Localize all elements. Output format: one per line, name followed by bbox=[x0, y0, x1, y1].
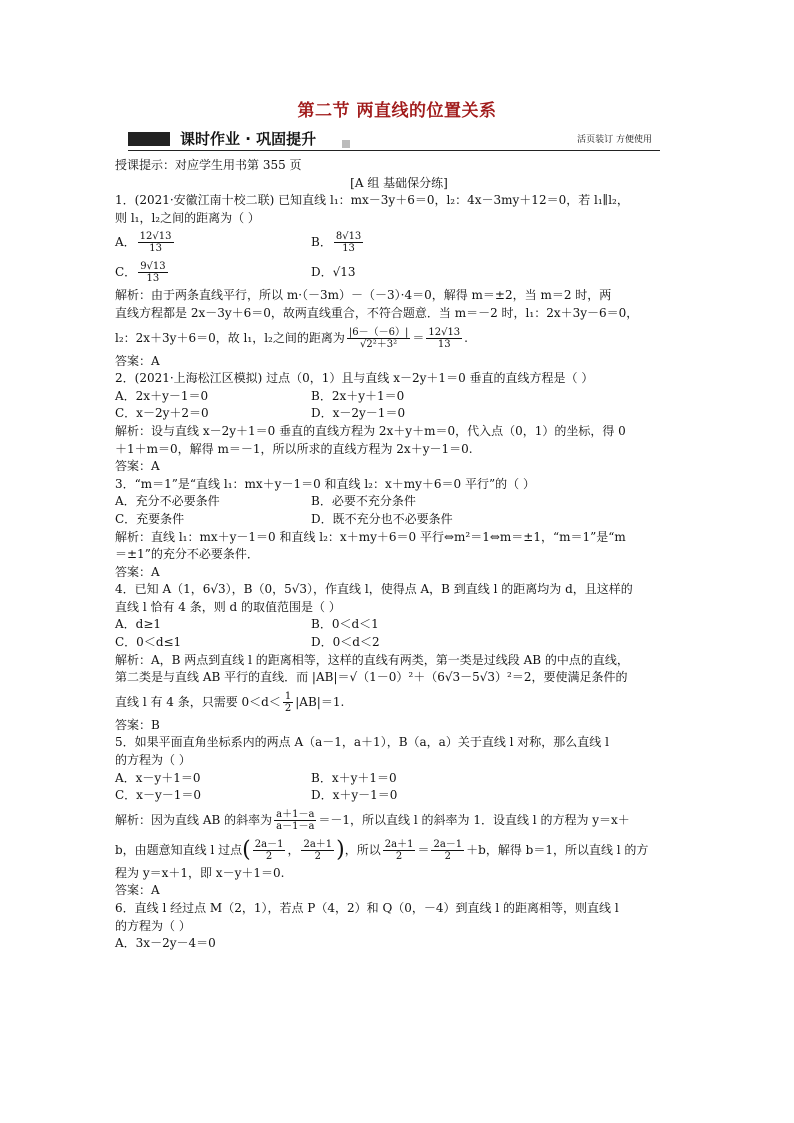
q4-solution-line3: 直线 l 有 4 条，只需要 0＜d＜ $\frac{1}{2}$ |AB|＝1. bbox=[115, 690, 345, 714]
lesson-hint: 授课提示：对应学生用书第 355 页 bbox=[115, 158, 302, 172]
q4-options-row1 bbox=[115, 616, 683, 634]
q5-stem-line2: 的方程为（ ） bbox=[115, 753, 191, 768]
q1-solution-line2: 直线方程都是 2x－3y＋6＝0，故两直线重合，不符合题意．当 m＝－2 时，l₁：2x＋3y－6＝0， bbox=[115, 305, 639, 320]
q2-stem: 2．(2021·上海松江区模拟) 过点（0，1）且与直线 x－2y＋1＝0 垂直的直线方程是（ ） bbox=[115, 371, 594, 386]
banner-title: 课时作业 · 巩固提升 bbox=[180, 130, 317, 148]
q4-solution-line2: 第二类是与直线 AB 平行的直线．而 |AB|＝√（1－0）²＋（6√3－5√3）²＝2，要使满足条件的 bbox=[115, 670, 628, 685]
q3-stem: 3．“m＝1”是“直线 l₁：mx＋y－1＝0 和直线 l₂：x＋my＋6＝0 平行”的（ ） bbox=[115, 476, 535, 491]
q4-answer: 答案：B bbox=[115, 717, 160, 732]
q5-option-b: B．x＋y＋1＝0 bbox=[311, 770, 397, 785]
q1-options-row2 bbox=[115, 257, 683, 287]
group-heading: [A 组 基础保分练] bbox=[350, 175, 448, 190]
q4-option-d: D．0＜d＜2 bbox=[311, 635, 380, 650]
q3-option-a: A．充分不必要条件 bbox=[115, 494, 220, 509]
q4-option-c: C．0＜d≤1 bbox=[115, 635, 182, 650]
q2-solution-line2: ＋1＋m＝0，解得 m＝－1，所以所求的直线方程为 2x＋y－1＝0. bbox=[115, 441, 473, 456]
exercise-content bbox=[115, 157, 683, 953]
q5-option-c: C．x－y－1＝0 bbox=[115, 788, 201, 803]
section-banner bbox=[128, 128, 660, 151]
q4-solution-line1: 解析：A，B 两点到直线 l 的距离相等，这样的直线有两类，第一类是过线段 AB 的中点的直线， bbox=[115, 652, 629, 667]
q1-option-c: C． $\frac{9√13}{13}$ bbox=[115, 260, 166, 284]
page-title: 第二节 两直线的位置关系 bbox=[297, 101, 497, 121]
q3-options-row1 bbox=[115, 493, 683, 511]
q6-stem-line2: 的方程为（ ） bbox=[115, 918, 191, 933]
q4-options-row2 bbox=[115, 634, 683, 652]
q5-options-row1 bbox=[115, 770, 683, 788]
q3-solution-line1: 解析：直线 l₁：mx＋y－1＝0 和直线 l₂：x＋my＋6＝0 平行⇔m²＝1⇔m＝±1，“m＝1”是“m bbox=[115, 529, 626, 544]
q3-solution-line2: ＝±1”的充分不必要条件． bbox=[115, 547, 259, 562]
q1-option-d: D．√13 bbox=[311, 264, 356, 279]
q1-answer: 答案：A bbox=[115, 353, 160, 368]
q3-option-c: C．充要条件 bbox=[115, 511, 185, 526]
q1-stem-line1: 1．(2021·安徽江南十校二联) 已知直线 l₁：mx－3y＋6＝0，l₂：4x－3my＋12＝0，若 l₁∥l₂， bbox=[115, 193, 629, 208]
q1-option-a: A． $\frac{12√13}{13}$ bbox=[115, 230, 172, 254]
q3-option-b: B．必要不充分条件 bbox=[311, 494, 416, 509]
q6-option-a: A．3x－2y－4＝0 bbox=[115, 936, 216, 951]
q4-option-a: A．d≥1 bbox=[115, 617, 162, 632]
q3-option-d: D．既不充分也不必要条件 bbox=[311, 511, 453, 526]
q5-solution-line2: b，由题意知直线 l 过点( $\frac{2a-1}{2}$ ， $\frac{2a+1}{2}$ )，所以 $\frac{2a+1}{2}$ ＝ $\frac{2a-1}{2}$ ＋b，解得 b＝1，所以直线 l 的方 bbox=[115, 837, 649, 863]
q2-option-b: B．2x＋y＋1＝0 bbox=[311, 388, 405, 403]
q6-stem-line1: 6．直线 l 经过点 M（2，1），若点 P（4，2）和 Q（0，－4）到直线 l 的距离相等，则直线 l bbox=[115, 901, 619, 915]
q2-option-c: C．x－2y＋2＝0 bbox=[115, 406, 209, 421]
q5-option-d: D．x＋y－1＝0 bbox=[311, 788, 398, 803]
q1-options-row1 bbox=[115, 227, 683, 257]
q4-stem-line2: 直线 l 恰有 4 条，则 d 的取值范围是（ ） bbox=[115, 599, 341, 614]
q2-solution-line1: 解析：设与直线 x－2y＋1＝0 垂直的直线方程为 2x＋y＋m＝0，代入点（0，1）的坐标，得 0 bbox=[115, 423, 626, 438]
q2-answer: 答案：A bbox=[115, 459, 160, 474]
q5-options-row2 bbox=[115, 787, 683, 805]
banner-dot-decoration bbox=[342, 140, 350, 148]
q1-option-b: B． $\frac{8√13}{13}$ bbox=[311, 230, 362, 254]
q3-options-row2 bbox=[115, 511, 683, 529]
banner-note: 活页装订 方便使用 bbox=[577, 135, 652, 145]
q4-option-b: B．0＜d＜1 bbox=[311, 617, 379, 632]
q1-stem-line2: 则 l₁，l₂之间的距离为（ ） bbox=[115, 210, 260, 225]
q5-answer: 答案：A bbox=[115, 883, 160, 898]
q5-stem-line1: 5．如果平面直角坐标系内的两点 A（a－1，a＋1），B（a，a）关于直线 l 对称，那么直线 l bbox=[115, 735, 609, 750]
q5-solution-line3: 程为 y＝x＋1，即 x－y＋1＝0. bbox=[115, 865, 285, 880]
q1-solution-line1: 解析：由于两条直线平行，所以 m·（－3m）－（－3）·4＝0，解得 m＝±2，当 m＝2 时，两 bbox=[115, 288, 612, 303]
banner-block-decoration bbox=[128, 132, 170, 146]
q2-options-row2 bbox=[115, 405, 683, 423]
q2-option-d: D．x－2y－1＝0 bbox=[311, 406, 406, 421]
q5-solution-line1: 解析：因为直线 AB 的斜率为 $\frac{a+1-a}{a-1-a}$ ＝－1，所以直线 l 的斜率为 1．设直线 l 的方程为 y＝x＋ bbox=[115, 808, 630, 832]
q3-answer: 答案：A bbox=[115, 564, 160, 579]
q4-stem-line1: 4．已知 A（1，6√3），B（0，5√3），作直线 l，使得点 A，B 到直线 l 的距离均为 d，且这样的 bbox=[115, 582, 633, 597]
q1-solution-line3: l₂：2x＋3y＋6＝0，故 l₁，l₂之间的距离为 $\frac{|6-(-6)|}{\text{√2²＋3²}}$ ＝ $\frac{12√13}{13}$ . bbox=[115, 326, 468, 350]
q2-options-row1 bbox=[115, 388, 683, 406]
q2-option-a: A．2x＋y－1＝0 bbox=[115, 388, 209, 403]
q5-option-a: A．x－y＋1＝0 bbox=[115, 770, 201, 785]
